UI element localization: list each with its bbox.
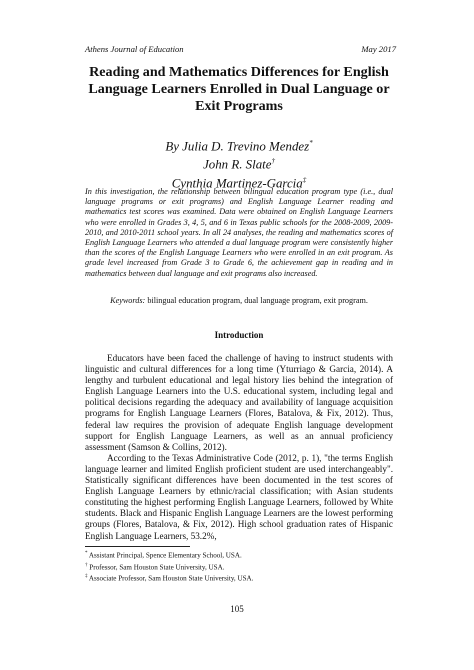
keywords-text: bilingual education program, dual language program, exit program.	[145, 296, 368, 305]
footnote	[85, 549, 393, 561]
author-name: By Julia D. Trevino Mendez	[165, 139, 310, 154]
paper-title: Reading and Mathematics Differences for English Language Learners Enrolled in Dual Language or Exit Programs	[88, 64, 390, 114]
footnote-mark: †	[85, 562, 88, 568]
author-2	[80, 154, 398, 172]
running-head	[85, 44, 396, 54]
author-1	[80, 136, 398, 154]
journal-name: Athens Journal of Education	[85, 44, 184, 54]
footnotes	[85, 549, 393, 584]
abstract: In this investigation, the relationship between bilingual education program type (i.e., dual language programs or exit programs) and English Language Learner reading and mathematics test scores was examined. Data were obtained on English Language Learners who were enrolled in Grades 3, 4, 5, and 6 in Texas public schools for the 2008-2009, 2009-2010, and 2010-2011 school years. In all 24 analyses, the reading and mathematics scores of English Language Learners who attended a dual language program were consistently higher than the scores of the English Language Learners who were enrolled in an exit program. As grade level increased from Grade 3 to Grade 6, the achievement gap in reading and in mathematics between dual language and exit programs also increased.	[85, 187, 393, 278]
author-footnote-mark: *	[309, 139, 313, 147]
footnote-text: Professor, Sam Houston State University, USA.	[87, 562, 225, 571]
author-footnote-mark: ‡	[302, 175, 307, 184]
footnote-divider	[85, 546, 190, 547]
paragraph: Educators have been faced the challenge of having to instruct students with linguistic and cultural differences for a long time (Yturriago & Garcia, 2014). A lengthy and turbulent educational and legal history lies behind the integration of English Language Learners into the U.S. educational system, including legal and political decisions regarding the adequacy and availability of language acquisition programs for English Language Learners (Flores, Batalova, & Fix, 2012). Thus, federal law requires the provision of adequate English language development support for English Language Learners, as well as an annual proficiency assessment (Samson & Collins, 2012).	[85, 353, 393, 452]
footnote-text: Assistant Principal, Spence Elementary School, USA.	[87, 551, 242, 560]
paragraph: According to the Texas Administrative Code (2012, p. 1), "the terms English language learner and limited English proficient student are used interchangeably". Statistically significant differences have been documented in the test scores of English Language Learners by ethnic/racial classification; with Asian students constituting the highest performing English Language Learners, followed by White students. Black and Hispanic English Language Learners are the lowest performing groups (Flores, Batalova, & Fix, 2012). High school graduation rates of Hispanic English Language Learners, 53.2%,	[85, 452, 393, 541]
issue-date: May 2017	[361, 44, 396, 54]
author-name: John R. Slate	[203, 157, 272, 172]
body-text	[85, 353, 393, 542]
page-number: 105	[230, 604, 244, 614]
author-footnote-mark: †	[271, 157, 275, 166]
footnote	[85, 572, 393, 584]
author-name: Cynthia Martinez-Garcia	[171, 175, 303, 190]
keywords-label: Keywords:	[110, 296, 146, 305]
author-list	[80, 136, 398, 191]
footnote-mark: *	[85, 551, 88, 556]
footnote-mark: ‡	[85, 574, 88, 580]
section-heading-introduction: Introduction	[214, 330, 264, 340]
footnote-text: Associate Professor, Sam Houston State University, USA.	[87, 574, 254, 583]
footnote	[85, 561, 393, 573]
keywords	[85, 296, 393, 306]
